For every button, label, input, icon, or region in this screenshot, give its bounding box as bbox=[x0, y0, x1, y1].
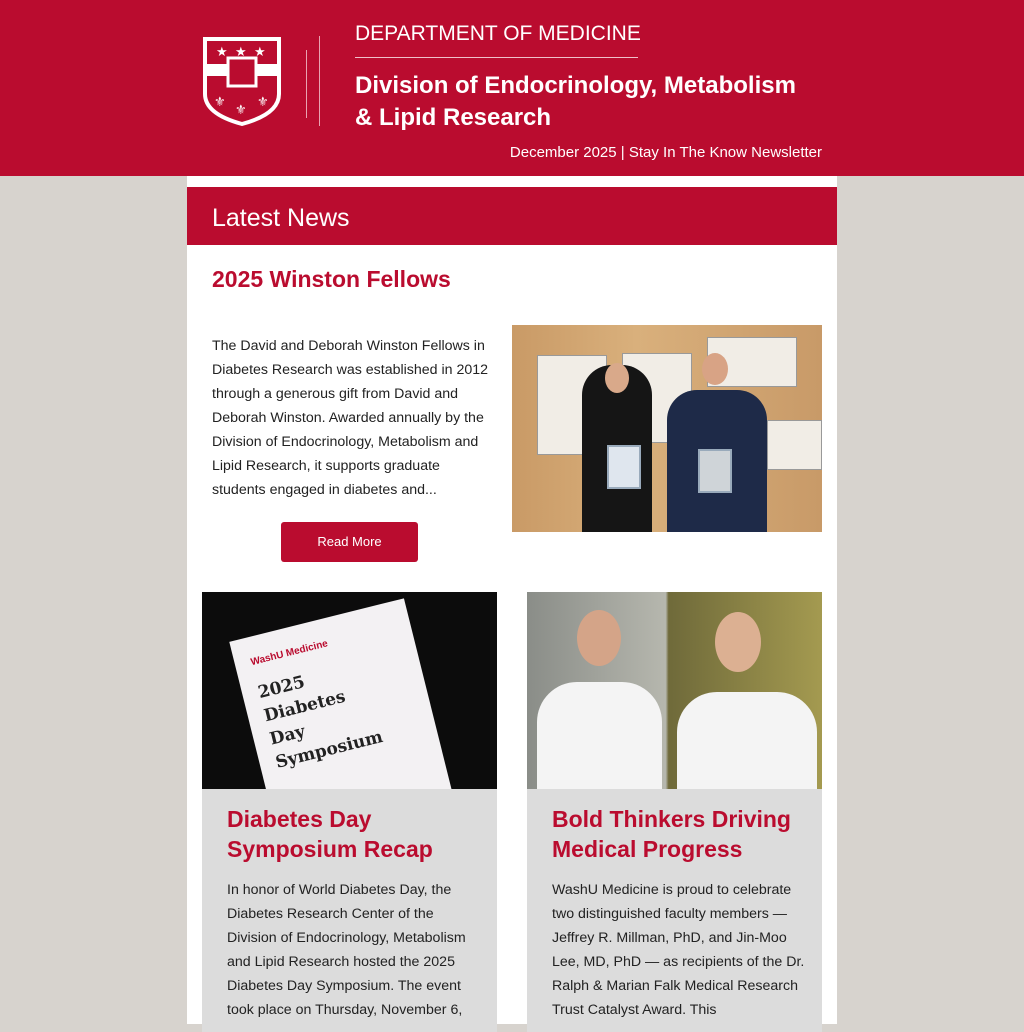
division-title: Division of Endocrinology, Metabolism & Lipid Research bbox=[355, 72, 796, 131]
image-brand-text: WashU Medicine bbox=[249, 638, 330, 669]
winston-fellows-photo bbox=[512, 325, 822, 532]
featured-body: The David and Deborah Winston Fellows in Diabetes Research was established in 2012 through a generous gift from David and Deborah Winston. Awarded annually by the Division of Endocrinology, Metabolism and Lipid Research, it supports graduate students engaged in diabetes and... bbox=[212, 338, 489, 498]
image-title-text: 2025 Diabetes Day Symposium bbox=[256, 672, 385, 773]
faculty-photo bbox=[527, 592, 822, 789]
svg-text:★: ★ bbox=[235, 44, 247, 59]
svg-text:⚜: ⚜ bbox=[257, 94, 269, 109]
news-card bbox=[202, 592, 497, 1032]
featured-title[interactable]: 2025 Winston Fellows bbox=[212, 266, 451, 292]
divider bbox=[355, 57, 638, 58]
card-title[interactable]: Bold Thinkers Driving Medical Progress bbox=[552, 806, 791, 862]
issue-label: December 2025 | Stay In The Know Newsletter bbox=[509, 144, 822, 161]
university-shield-logo bbox=[202, 36, 282, 126]
newsletter-body bbox=[187, 176, 837, 1024]
department-title: DEPARTMENT OF MEDICINE bbox=[355, 22, 641, 45]
section-title: Latest News bbox=[187, 187, 837, 245]
svg-text:★: ★ bbox=[254, 44, 266, 59]
card-body: In honor of World Diabetes Day, the Diabetes Research Center of the Division of Endocrinology, Metabolism and Lipid Research hosted the 2025 Diabetes Day Symposium. The event took place on Thursday, November 6, bbox=[227, 882, 466, 1018]
symposium-photo bbox=[202, 592, 497, 789]
card-title[interactable]: Diabetes Day Symposium Recap bbox=[227, 806, 433, 862]
read-more-button[interactable]: Read More bbox=[281, 522, 418, 562]
svg-text:⚜: ⚜ bbox=[214, 94, 226, 109]
news-card bbox=[527, 592, 822, 1032]
svg-text:★: ★ bbox=[216, 44, 228, 59]
svg-text:⚜: ⚜ bbox=[235, 102, 247, 117]
card-body: WashU Medicine is proud to celebrate two distinguished faculty members — Jeffrey R. Millman, PhD, and Jin-Moo Lee, MD, PhD — as recipients of the Dr. Ralph & Marian Falk Medical Research Trust Catalyst Award. This bbox=[552, 882, 805, 1018]
divider bbox=[319, 36, 320, 126]
header bbox=[0, 0, 1024, 176]
divider bbox=[306, 50, 307, 118]
